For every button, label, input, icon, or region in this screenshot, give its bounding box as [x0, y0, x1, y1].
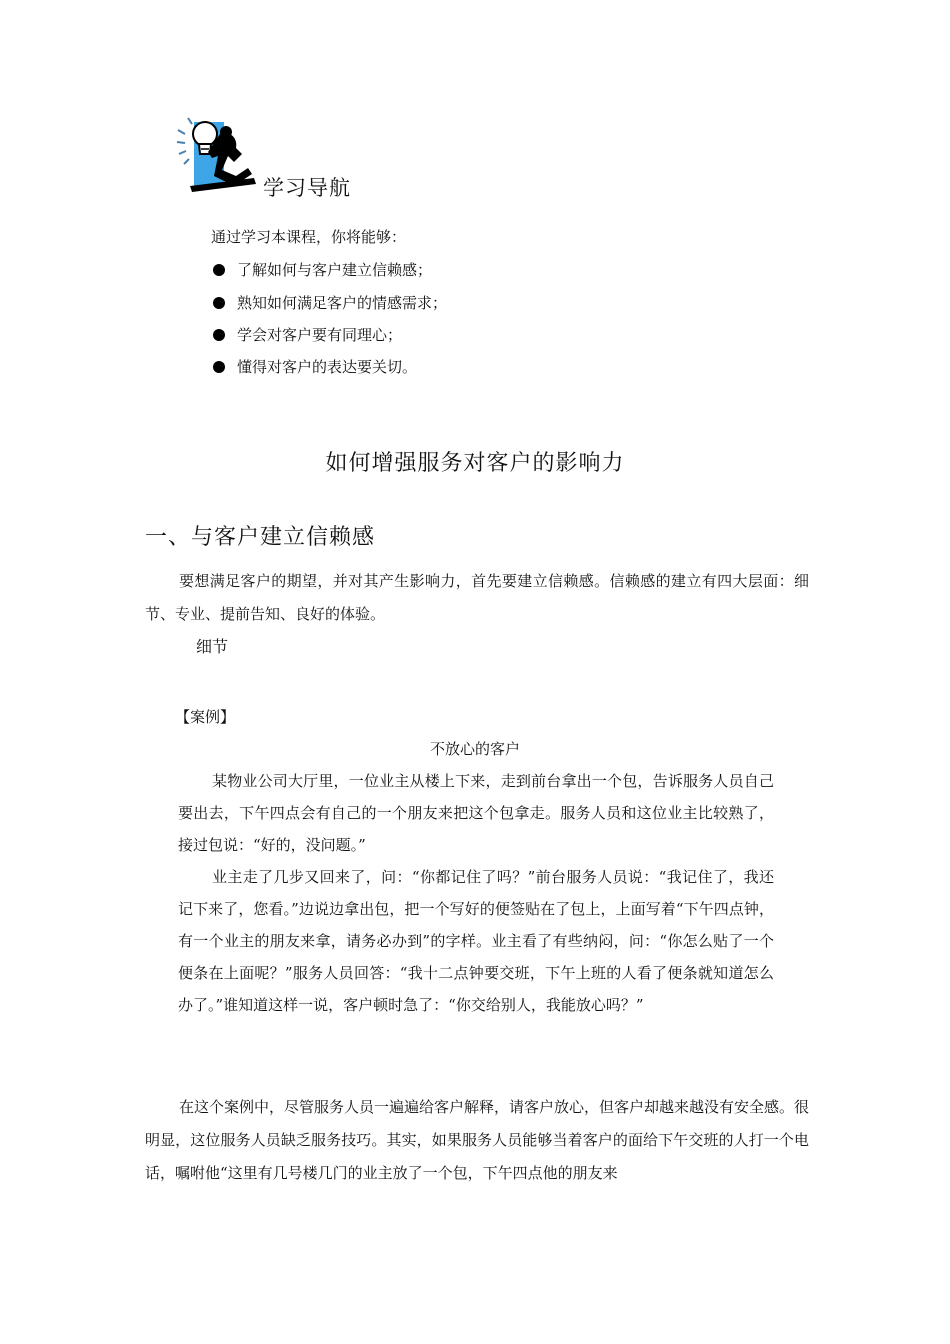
case-label: 【案例】 — [175, 708, 236, 726]
bullet-icon — [213, 361, 225, 373]
goal-text: 学会对客户要有同理心； — [237, 326, 403, 344]
case-paragraph: 某物业公司大厅里，一位业主从楼上下来，走到前台拿出一个包，告诉服务人员自己要出去，下午四点会有自己的一个朋友来把这个包拿走。服务人员和这位业主比较熟了，接过包说：“好的，没问题。” — [178, 772, 774, 854]
list-item — [213, 324, 402, 345]
goal-text: 懂得对客户的表达要关切。 — [237, 358, 418, 376]
case-paragraph: 业主走了几步又回来了，问：“你都记住了吗？”前台服务人员说：“我记住了，我还记下来了，您看。”边说边拿出包，把一个写好的便签贴在了包上，上面写着“下午四点钟，有一个业主的朋友来拿，请务必办到”的字样。业主看了有些纳闷，问：“你怎么贴了一个便条在上面呢？”服务人员回答：“我十二点钟要交班，下午上班的人看了便条就知道怎么办了。”谁知道这样一说，客户顿时急了：“你交给别人，我能放心吗？” — [178, 868, 774, 1014]
section-paragraph — [145, 565, 809, 631]
case-body — [178, 765, 774, 1021]
subheading: 细节 — [196, 637, 229, 656]
list-item — [213, 259, 432, 280]
list-item — [213, 292, 447, 313]
lightbulb-figure-icon — [176, 112, 258, 192]
bullet-icon — [213, 329, 225, 341]
analysis-paragraph — [145, 1091, 809, 1190]
bullet-icon — [213, 297, 225, 309]
analysis-text: 在这个案例中，尽管服务人员一遍遍给客户解释，请客户放心，但客户却越来越没有安全感。很明显，这位服务人员缺乏服务技巧。其实，如果服务人员能够当着客户的面给下午交班的人打一个电话，嘱咐他“这里有几号楼几门的业主放了一个包，下午四点他的朋友来 — [145, 1098, 810, 1182]
nav-intro: 通过学习本课程，你将能够： — [211, 228, 407, 246]
bullet-icon — [213, 264, 225, 276]
case-title: 不放心的客户 — [429, 740, 520, 758]
section-text: 要想满足客户的期望，并对其产生影响力，首先要建立信赖感。信赖感的建立有四大层面：细节、专业、提前告知、良好的体验。 — [145, 572, 809, 623]
goal-text: 了解如何与客户建立信赖感； — [237, 261, 433, 279]
goal-text: 熟知如何满足客户的情感需求； — [237, 294, 448, 312]
page-title: 如何增强服务对客户的影响力 — [325, 451, 625, 476]
section-heading: 一、与客户建立信赖感 — [145, 525, 376, 550]
nav-title: 学习导航 — [263, 176, 351, 200]
list-item — [213, 356, 417, 377]
